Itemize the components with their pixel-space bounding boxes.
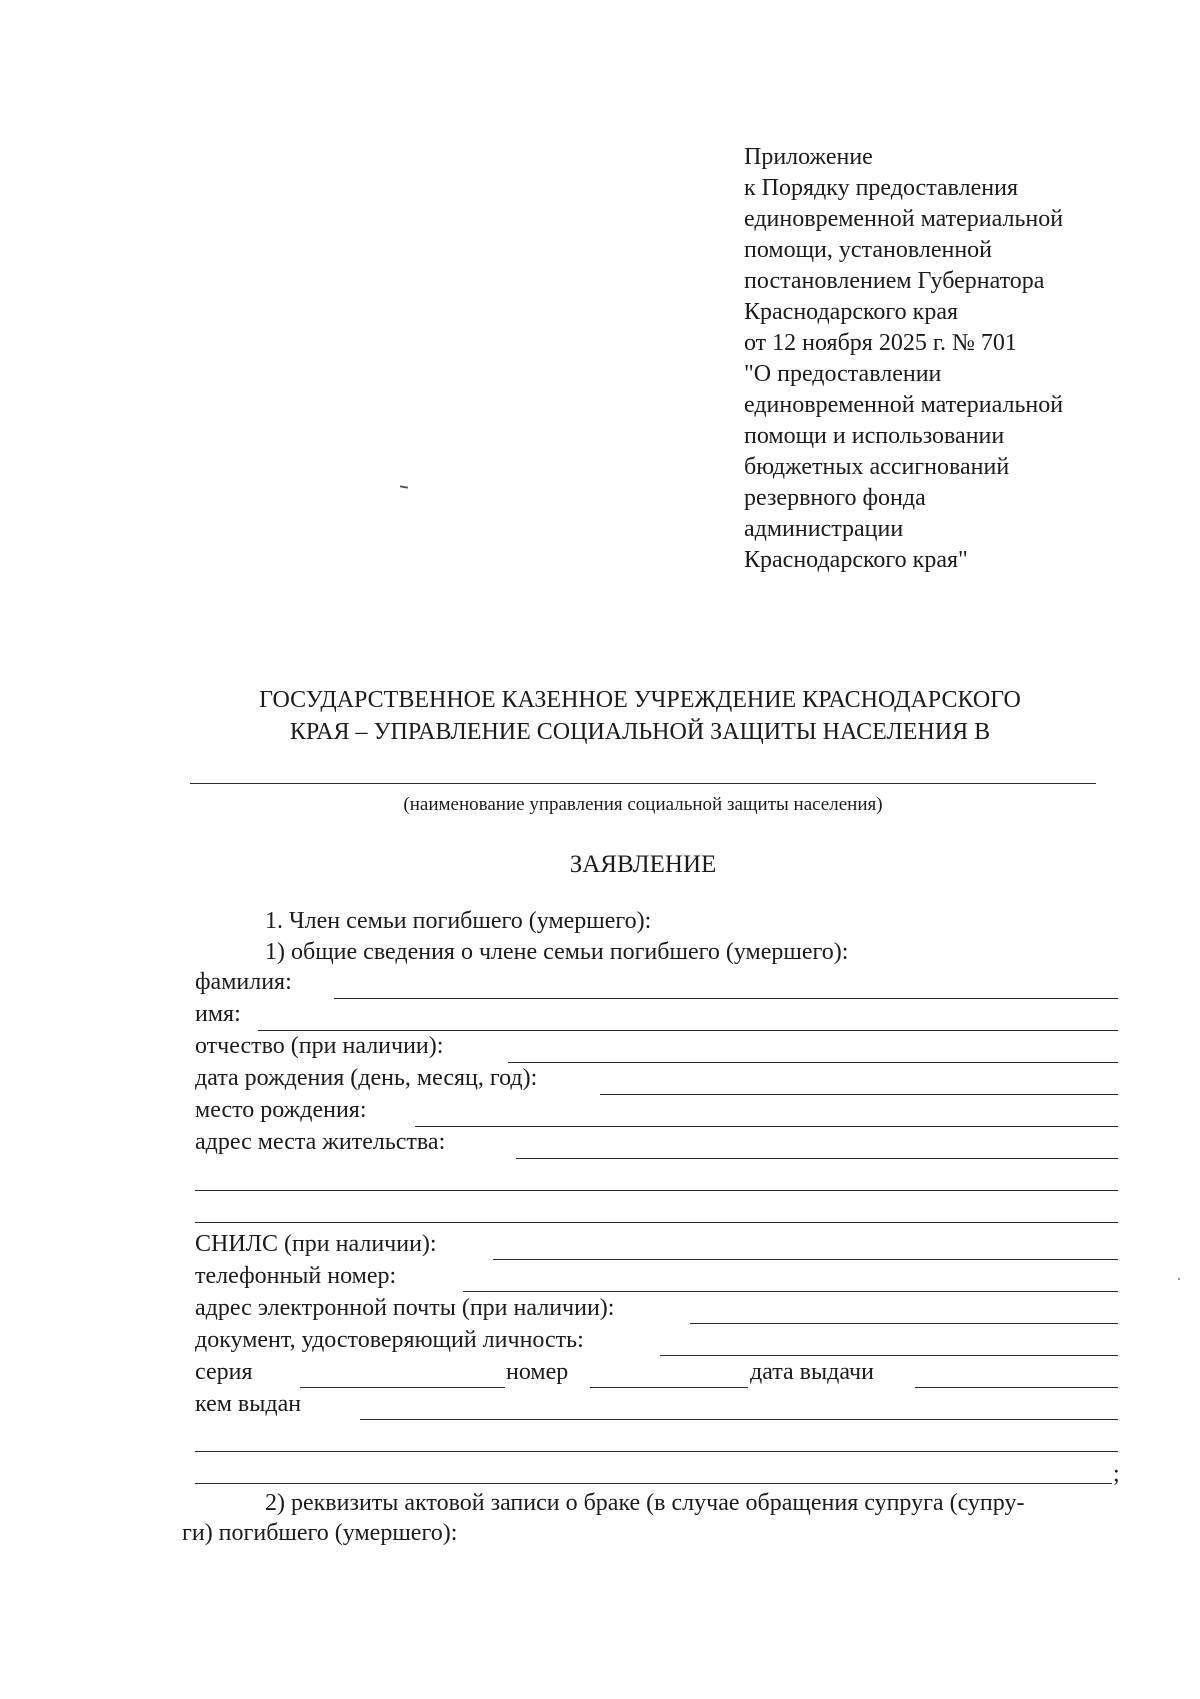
organization-name-line — [190, 783, 1096, 784]
series-label: серия — [195, 1359, 253, 1385]
number-field[interactable] — [590, 1387, 748, 1388]
appendix-line: помощи, установленной — [744, 237, 993, 263]
series-field[interactable] — [300, 1387, 505, 1388]
appendix-line: от 12 ноября 2025 г. № 701 — [744, 330, 1017, 356]
marriage-record-item-continued: ги) погибшего (умершего): — [182, 1520, 458, 1546]
birth-date-field[interactable] — [600, 1094, 1118, 1095]
address-label: адрес места жительства: — [195, 1129, 446, 1155]
subsection-heading: 1) общие сведения о члене семьи погибшего (умершего): — [265, 939, 849, 965]
id-document-label: документ, удостоверяющий личность: — [195, 1327, 584, 1353]
issued-by-field[interactable] — [360, 1419, 1118, 1420]
appendix-line: бюджетных ассигнований — [744, 454, 1010, 480]
appendix-line: Краснодарского края — [744, 299, 959, 325]
appendix-line: постановлением Губернатора — [744, 268, 1045, 294]
appendix-line: резервного фонда — [744, 485, 926, 511]
appendix-line: Краснодарского края" — [744, 547, 968, 573]
patronymic-field[interactable] — [508, 1062, 1118, 1063]
issued-by-field-continued[interactable] — [195, 1483, 1112, 1484]
appendix-header — [744, 142, 1164, 576]
snils-field[interactable] — [493, 1259, 1118, 1260]
snils-label: СНИЛС (при наличии): — [195, 1231, 437, 1257]
phone-field[interactable] — [463, 1291, 1118, 1292]
organization-title — [180, 684, 1100, 748]
issue-date-label: дата выдачи — [750, 1359, 874, 1385]
document-title: ЗАЯВЛЕНИЕ — [569, 851, 717, 878]
phone-label: телефонный номер: — [195, 1263, 397, 1289]
appendix-line: Приложение — [744, 144, 873, 170]
birth-date-label: дата рождения (день, месяц, год): — [195, 1065, 538, 1091]
scan-speck — [1178, 1278, 1180, 1280]
birth-place-field[interactable] — [415, 1126, 1118, 1127]
appendix-line: единовременной материальной — [744, 392, 1064, 418]
issued-by-field-continued[interactable] — [195, 1451, 1118, 1452]
address-field-continued[interactable] — [195, 1222, 1118, 1223]
address-field[interactable] — [516, 1158, 1118, 1159]
email-label: адрес электронной почты (при наличии): — [195, 1295, 615, 1321]
appendix-line: к Порядку предоставления — [744, 175, 1019, 201]
birth-place-label: место рождения: — [195, 1097, 367, 1123]
patronymic-label: отчество (при наличии): — [195, 1033, 444, 1059]
id-document-field[interactable] — [660, 1355, 1118, 1356]
marriage-record-item: 2) реквизиты актовой записи о браке (в случае обращения супруга (супру- — [265, 1490, 1025, 1516]
section-heading: 1. Член семьи погибшего (умершего): — [265, 908, 652, 934]
issue-date-field[interactable] — [915, 1387, 1118, 1388]
appendix-line: единовременной материальной — [744, 206, 1064, 232]
line-end-semicolon: ; — [1113, 1461, 1120, 1487]
surname-label: фамилия: — [195, 969, 292, 995]
scan-speck — [400, 485, 408, 488]
name-label: имя: — [195, 1001, 241, 1027]
organization-name-caption: (наименование управления социальной защиты населения) — [403, 794, 883, 815]
number-label: номер — [506, 1359, 569, 1385]
organization-title-line: КРАЯ – УПРАВЛЕНИЕ СОЦИАЛЬНОЙ ЗАЩИТЫ НАСЕЛЕНИЯ В — [289, 719, 991, 745]
appendix-line: "О предоставлении — [744, 361, 942, 387]
address-field-continued[interactable] — [195, 1190, 1118, 1191]
appendix-line: помощи и использовании — [744, 423, 1005, 449]
email-field[interactable] — [690, 1323, 1118, 1324]
issued-by-label: кем выдан — [195, 1391, 302, 1417]
appendix-line: администрации — [744, 516, 904, 542]
name-field[interactable] — [258, 1030, 1118, 1031]
surname-field[interactable] — [334, 998, 1118, 999]
organization-title-line: ГОСУДАРСТВЕННОЕ КАЗЕННОЕ УЧРЕЖДЕНИЕ КРАСНОДАРСКОГО — [259, 687, 1021, 713]
